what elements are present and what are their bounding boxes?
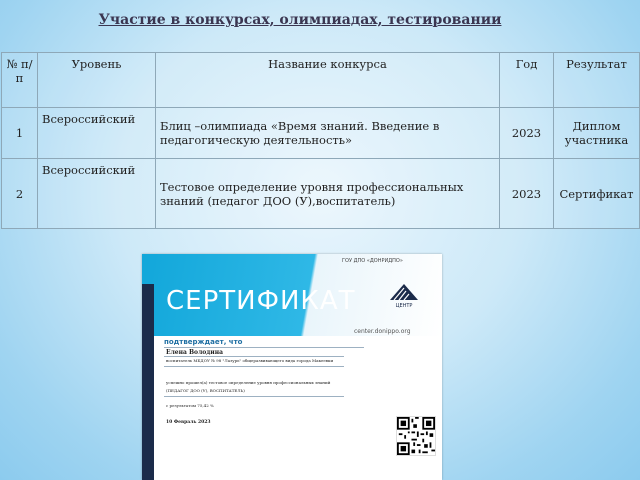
row-name: Блиц –олимпиада «Время знаний. Введение в педагогическую деятельность» [156, 108, 500, 159]
divider [164, 366, 344, 367]
certificate-score: с результатом 75,42 % [166, 403, 214, 408]
header-level: Уровень [38, 53, 156, 108]
row-result: Сертификат [554, 159, 640, 229]
contests-table [1, 52, 640, 229]
row-num: 1 [2, 108, 38, 159]
certificate-image [142, 254, 442, 480]
certificate-confirms: подтверждает, что [164, 338, 243, 346]
table-row [2, 159, 640, 229]
certificate-test: (ПЕДАГОГ ДОО (У), ВОСПИТАТЕЛЬ) [166, 388, 245, 393]
row-name: Тестовое определение уровня профессиональных знаний (педагог ДОО (У),воспитатель) [156, 159, 500, 229]
row-num: 2 [2, 159, 38, 229]
header-result: Результат [554, 53, 640, 108]
table-row [2, 108, 640, 159]
certificate-role: воспитатель МБДОУ № 98 "Лазурь" общеразвивающего вида города Макеевки [166, 358, 334, 363]
row-result: Диплом участника [554, 108, 640, 159]
qr-code-icon [396, 416, 436, 456]
certificate-date: 10 Февраль 2023 [166, 420, 211, 425]
certificate-recipient: Елена Володина [166, 349, 224, 356]
divider [164, 396, 344, 397]
certificate-heading: СЕРТИФИКАТ [166, 286, 356, 316]
row-level: Всероссийский [38, 159, 156, 229]
row-year: 2023 [500, 159, 554, 229]
table-header-row [2, 53, 640, 108]
header-year: Год [500, 53, 554, 108]
row-level: Всероссийский [38, 108, 156, 159]
page-title: Участие в конкурсах, олимпиадах, тестировании [98, 12, 502, 28]
certificate-side-stripe [142, 284, 154, 480]
divider [164, 347, 364, 348]
certificate-passed: успешно прошел(а) тестовое определение уровня профессиональных знаний [166, 380, 331, 385]
header-name: Название конкурса [156, 53, 500, 108]
certificate-site: center.donippo.org [354, 328, 411, 335]
divider [164, 356, 344, 357]
center-logo-icon [386, 280, 422, 310]
certificate-org: ГОУ ДПО «ДОНРИДПО» [342, 258, 403, 264]
header-num: № п/п [2, 53, 38, 108]
row-year: 2023 [500, 108, 554, 159]
logo-label: ЦЕНТР [395, 303, 413, 309]
